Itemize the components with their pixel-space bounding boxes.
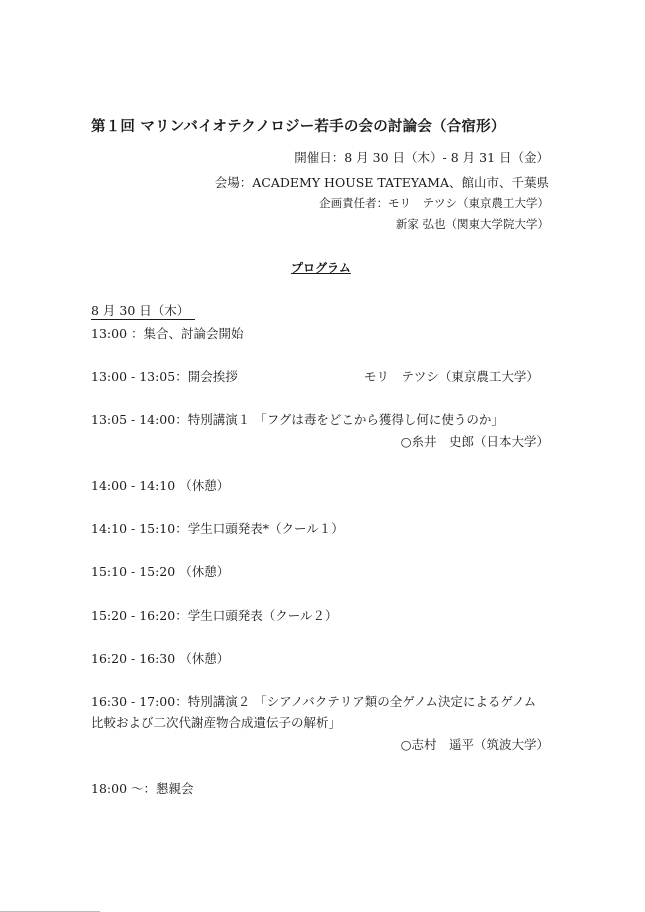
program-heading: プログラム xyxy=(291,261,351,275)
event-dates: 開催日：8 月 30 日（木）- 8 月 31 日（金） xyxy=(294,150,549,165)
schedule-item-student-presentation-1: 14:10 - 15:10：学生口頭発表*（クール１） xyxy=(91,521,344,536)
organizer-primary: 企画責任者：モリ テツシ（東京農工大学） xyxy=(319,196,549,210)
event-venue: 会場：ACADEMY HOUSE TATEYAMA、館山市、千葉県 xyxy=(214,175,549,190)
special-lecture-2-speaker: ○志村 遥平（筑波大学） xyxy=(400,737,549,752)
schedule-item-reception: 18:00 ～：懇親会 xyxy=(91,781,194,796)
schedule-item-gathering: 13:00 ：集合、討論会開始 xyxy=(91,326,244,341)
schedule-item-special-lecture-1: 13:05 - 14:00：特別講演１ 「フグは毒をどこから獲得し何に使うのか」 xyxy=(91,412,504,427)
special-lecture-1-speaker: ○糸井 史郎（日本大学） xyxy=(400,434,549,449)
schedule-item-break-2: 15:10 - 15:20 （休憩） xyxy=(91,564,230,579)
schedule-item-opening xyxy=(91,371,238,384)
schedule-item-break-3: 16:20 - 16:30 （休憩） xyxy=(91,651,230,666)
schedule-item-student-presentation-2: 15:20 - 16:20：学生口頭発表（クール２） xyxy=(91,608,338,623)
document-title: 第１回 マリンバイオテクノロジー若手の会の討論会（合宿形） xyxy=(91,118,506,135)
organizer-secondary: 新家 弘也（関東大学院大学） xyxy=(395,217,549,231)
schedule-item-opening-text: 13:00 - 13:05：開会挨拶 xyxy=(91,369,238,384)
special-lecture-2-title-continuation: 比較および二次代謝産物合成遺伝子の解析」 xyxy=(91,715,342,730)
opening-speaker: モリ テツシ（東京農工大学） xyxy=(364,369,539,384)
schedule-item-break-1: 14:00 - 14:10 （休憩） xyxy=(91,478,230,493)
schedule-item-special-lecture-2: 16:30 - 17:00：特別講演２ 「シアノバクテリア類の全ゲノム決定によるゲノム xyxy=(91,694,537,709)
day-heading: 8 月 30 日（木） xyxy=(91,305,195,320)
